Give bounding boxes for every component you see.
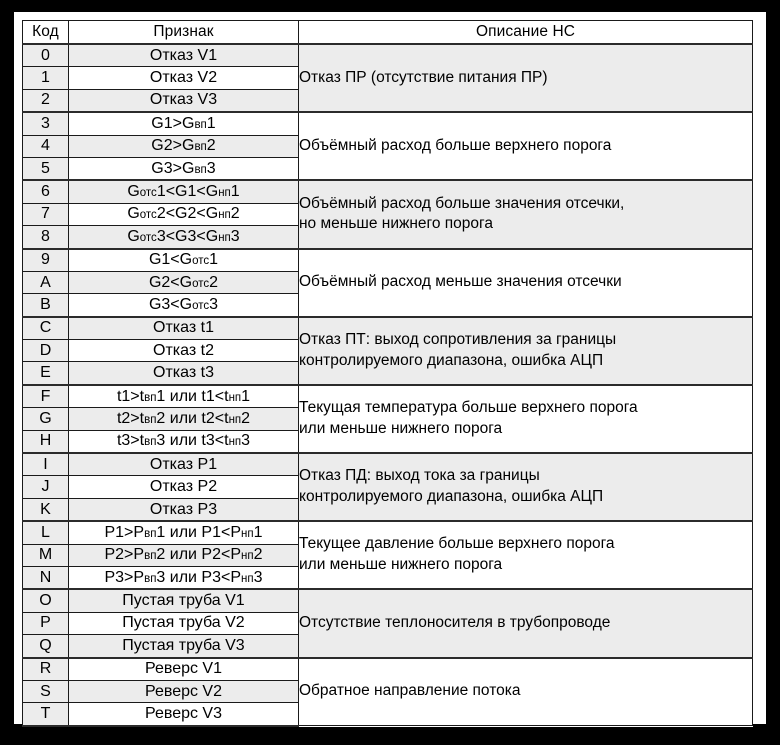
cell-sign <box>69 566 299 589</box>
cell-code: B <box>23 294 69 317</box>
sign-text: 3 <box>230 227 240 245</box>
column-header-description: Описание НС <box>299 21 753 45</box>
sign-text: Отказ P2 <box>149 478 218 496</box>
cell-code: 0 <box>23 44 69 67</box>
sign-text: Реверс V1 <box>145 660 222 678</box>
sign-text: 3 или P3<P <box>156 568 242 586</box>
sign-text: G1>G <box>151 114 195 132</box>
sign-text: G <box>127 183 140 201</box>
sign-subscript: вп <box>144 572 157 585</box>
cell-code: S <box>23 680 69 702</box>
sign-text: P3>P <box>104 568 145 586</box>
cell-sign <box>69 362 299 385</box>
sign-subscript: отс <box>192 255 210 268</box>
cell-sign <box>69 703 299 726</box>
description-line: Обратное направление потока <box>299 682 521 700</box>
sign-text: 2 <box>253 546 263 564</box>
sign-text: 1 или P1<P <box>156 523 242 541</box>
sign-text: P1>P <box>104 523 145 541</box>
sign-text: 2 <box>209 273 219 291</box>
cell-sign <box>69 226 299 249</box>
cell-code: R <box>23 658 69 681</box>
sign-subscript: отс <box>192 299 210 312</box>
sign-text: G2<G <box>148 273 193 291</box>
sign-subscript: нп <box>228 391 242 404</box>
cell-sign <box>69 453 299 476</box>
cell-code: E <box>23 362 69 385</box>
description-line: или меньше нижнего порога <box>299 419 503 437</box>
cell-sign <box>69 408 299 430</box>
sign-text: Пустая труба V3 <box>122 636 245 654</box>
sign-text: G <box>127 227 140 245</box>
sign-text: 3 или t3<t <box>156 432 229 450</box>
description-line: Отказ ПД: выход тока за границы <box>299 467 540 485</box>
sign-text: Отказ t1 <box>153 319 214 337</box>
sign-subscript: отс <box>139 209 157 222</box>
sign-subscript: нп <box>218 231 231 244</box>
sign-subscript: отс <box>139 231 157 244</box>
description-line: Отказ ПТ: выход сопротивления за границы <box>299 330 617 348</box>
cell-sign <box>69 544 299 566</box>
cell-sign <box>69 498 299 521</box>
cell-code: 5 <box>23 157 69 180</box>
cell-code: 8 <box>23 226 69 249</box>
sign-text: 3<G3<G <box>156 227 219 245</box>
sign-text: 1 <box>241 387 251 405</box>
cell-code: D <box>23 340 69 362</box>
cell-description <box>299 385 753 453</box>
cell-code: 2 <box>23 89 69 112</box>
sign-text: G <box>127 205 140 223</box>
sign-subscript: нп <box>241 572 254 585</box>
sign-text: 1 <box>253 523 263 541</box>
sign-subscript: вп <box>144 413 157 426</box>
sign-subscript: отс <box>192 277 210 290</box>
cell-sign <box>69 271 299 293</box>
cell-code: 6 <box>23 180 69 203</box>
cell-description <box>299 589 753 657</box>
cell-code: G <box>23 408 69 430</box>
sign-text: Отказ t3 <box>153 364 214 382</box>
description-line: но меньше нижнего порога <box>299 215 493 233</box>
cell-description <box>299 453 753 521</box>
sign-subscript: вп <box>144 391 157 404</box>
sign-subscript: нп <box>228 413 242 426</box>
header-row <box>23 21 753 45</box>
sign-text: 1 <box>206 114 216 132</box>
cell-sign <box>69 249 299 272</box>
column-header-code: Код <box>23 21 69 45</box>
table-row <box>23 385 753 408</box>
sign-text: 2 или t2<t <box>156 409 229 427</box>
cell-code: 3 <box>23 112 69 135</box>
cell-description <box>299 249 753 317</box>
table-row <box>23 112 753 135</box>
cell-sign <box>69 385 299 408</box>
cell-sign <box>69 658 299 681</box>
sign-text: Отказ V1 <box>149 46 218 64</box>
sign-text: Пустая труба V1 <box>122 592 245 610</box>
cell-sign <box>69 340 299 362</box>
sign-text: 2<G2<G <box>156 205 219 223</box>
cell-description <box>299 317 753 385</box>
description-line: контролируемого диапазона, ошибка АЦП <box>299 351 604 369</box>
description-line: контролируемого диапазона, ошибка АЦП <box>299 488 604 506</box>
sign-subscript: вп <box>144 527 157 540</box>
sign-text: G1<G <box>148 251 193 269</box>
cell-code: 4 <box>23 135 69 157</box>
sign-text: Реверс V3 <box>145 705 222 723</box>
table-body <box>23 44 753 726</box>
cell-sign <box>69 521 299 544</box>
cell-sign <box>69 430 299 453</box>
cell-code: J <box>23 476 69 498</box>
sign-subscript: вп <box>144 550 157 563</box>
table-row <box>23 589 753 612</box>
sign-subscript: нп <box>218 187 231 200</box>
sign-subscript: вп <box>194 141 207 154</box>
sign-subscript: нп <box>218 209 231 222</box>
cell-code: A <box>23 271 69 293</box>
sign-text: Пустая труба V2 <box>122 614 245 632</box>
description-line: Объёмный расход больше верхнего порога <box>299 136 612 154</box>
sign-text: 1<G1<G <box>156 183 219 201</box>
description-line: Отсутствие теплоносителя в трубопроводе <box>299 614 611 631</box>
sign-text: 1 <box>209 251 219 269</box>
cell-sign <box>69 44 299 67</box>
page-frame <box>14 12 766 724</box>
sign-subscript: вп <box>194 118 207 131</box>
sign-text: 3 <box>241 432 251 450</box>
table-row <box>23 180 753 203</box>
cell-code: C <box>23 317 69 340</box>
description-line: Объёмный расход больше значения отсечки, <box>299 194 625 212</box>
table-header <box>23 21 753 45</box>
sign-text: t1>t <box>116 387 145 405</box>
cell-sign <box>69 203 299 225</box>
sign-text: G3>G <box>151 159 195 177</box>
cell-sign <box>69 612 299 634</box>
cell-description <box>299 44 753 112</box>
sign-text: Отказ V2 <box>149 69 218 87</box>
cell-sign <box>69 589 299 612</box>
cell-code: F <box>23 385 69 408</box>
cell-code: M <box>23 544 69 566</box>
sign-subscript: вп <box>194 163 207 176</box>
table-row <box>23 658 753 681</box>
cell-sign <box>69 89 299 112</box>
sign-subscript: нп <box>241 527 254 540</box>
table-row <box>23 249 753 272</box>
sign-text: Реверс V2 <box>145 682 222 700</box>
cell-sign <box>69 157 299 180</box>
description-line: Текущая температура больше верхнего порога <box>299 399 638 417</box>
cell-sign <box>69 317 299 340</box>
sign-text: 2 <box>230 205 240 223</box>
cell-code: P <box>23 612 69 634</box>
sign-text: t2>t <box>116 409 145 427</box>
sign-text: 2 или P2<P <box>156 546 242 564</box>
table-row <box>23 317 753 340</box>
description-line: или меньше нижнего порога <box>299 556 503 574</box>
sign-text: 3 <box>209 295 219 313</box>
column-header-sign: Признак <box>69 21 299 45</box>
cell-sign <box>69 135 299 157</box>
sign-text: 3 <box>253 568 263 586</box>
sign-text: Отказ V3 <box>149 91 218 109</box>
cell-sign <box>69 635 299 658</box>
sign-text: 2 <box>206 137 216 155</box>
cell-sign <box>69 294 299 317</box>
sign-text: G3<G <box>148 295 193 313</box>
description-line: Объёмный расход меньше значения отсечки <box>299 273 622 291</box>
cell-code: L <box>23 521 69 544</box>
cell-code: 9 <box>23 249 69 272</box>
cell-sign <box>69 112 299 135</box>
cell-code: H <box>23 430 69 453</box>
description-line: Текущее давление больше верхнего порога <box>299 535 615 553</box>
cell-description <box>299 112 753 180</box>
cell-sign <box>69 680 299 702</box>
description-line: Отказ ПР (отсутствие питания ПР) <box>299 68 548 86</box>
sign-text: Отказ P1 <box>149 455 218 473</box>
table-row <box>23 521 753 544</box>
sign-text: t3>t <box>116 432 145 450</box>
cell-description <box>299 658 753 726</box>
sign-text: 3 <box>206 159 216 177</box>
cell-code: N <box>23 566 69 589</box>
sign-subscript: отс <box>139 187 157 200</box>
cell-code: I <box>23 453 69 476</box>
sign-text: 2 <box>241 409 251 427</box>
sign-subscript: вп <box>144 436 157 449</box>
sign-text: G2>G <box>151 137 195 155</box>
cell-code: K <box>23 498 69 521</box>
cell-code: Q <box>23 635 69 658</box>
cell-description <box>299 521 753 589</box>
table-row <box>23 453 753 476</box>
table-row <box>23 44 753 67</box>
sign-subscript: нп <box>241 550 254 563</box>
sign-subscript: нп <box>228 436 242 449</box>
ns-codes-table <box>22 20 753 727</box>
cell-code: 1 <box>23 67 69 89</box>
cell-code: 7 <box>23 203 69 225</box>
cell-description <box>299 180 753 248</box>
sign-text: 1 или t1<t <box>156 387 229 405</box>
cell-code: O <box>23 589 69 612</box>
cell-sign <box>69 67 299 89</box>
sign-text: Отказ P3 <box>149 500 218 518</box>
cell-sign <box>69 180 299 203</box>
sign-text: Отказ t2 <box>153 341 214 359</box>
cell-code: T <box>23 703 69 726</box>
sign-text: 1 <box>230 183 240 201</box>
sign-text: P2>P <box>104 546 145 564</box>
cell-sign <box>69 476 299 498</box>
